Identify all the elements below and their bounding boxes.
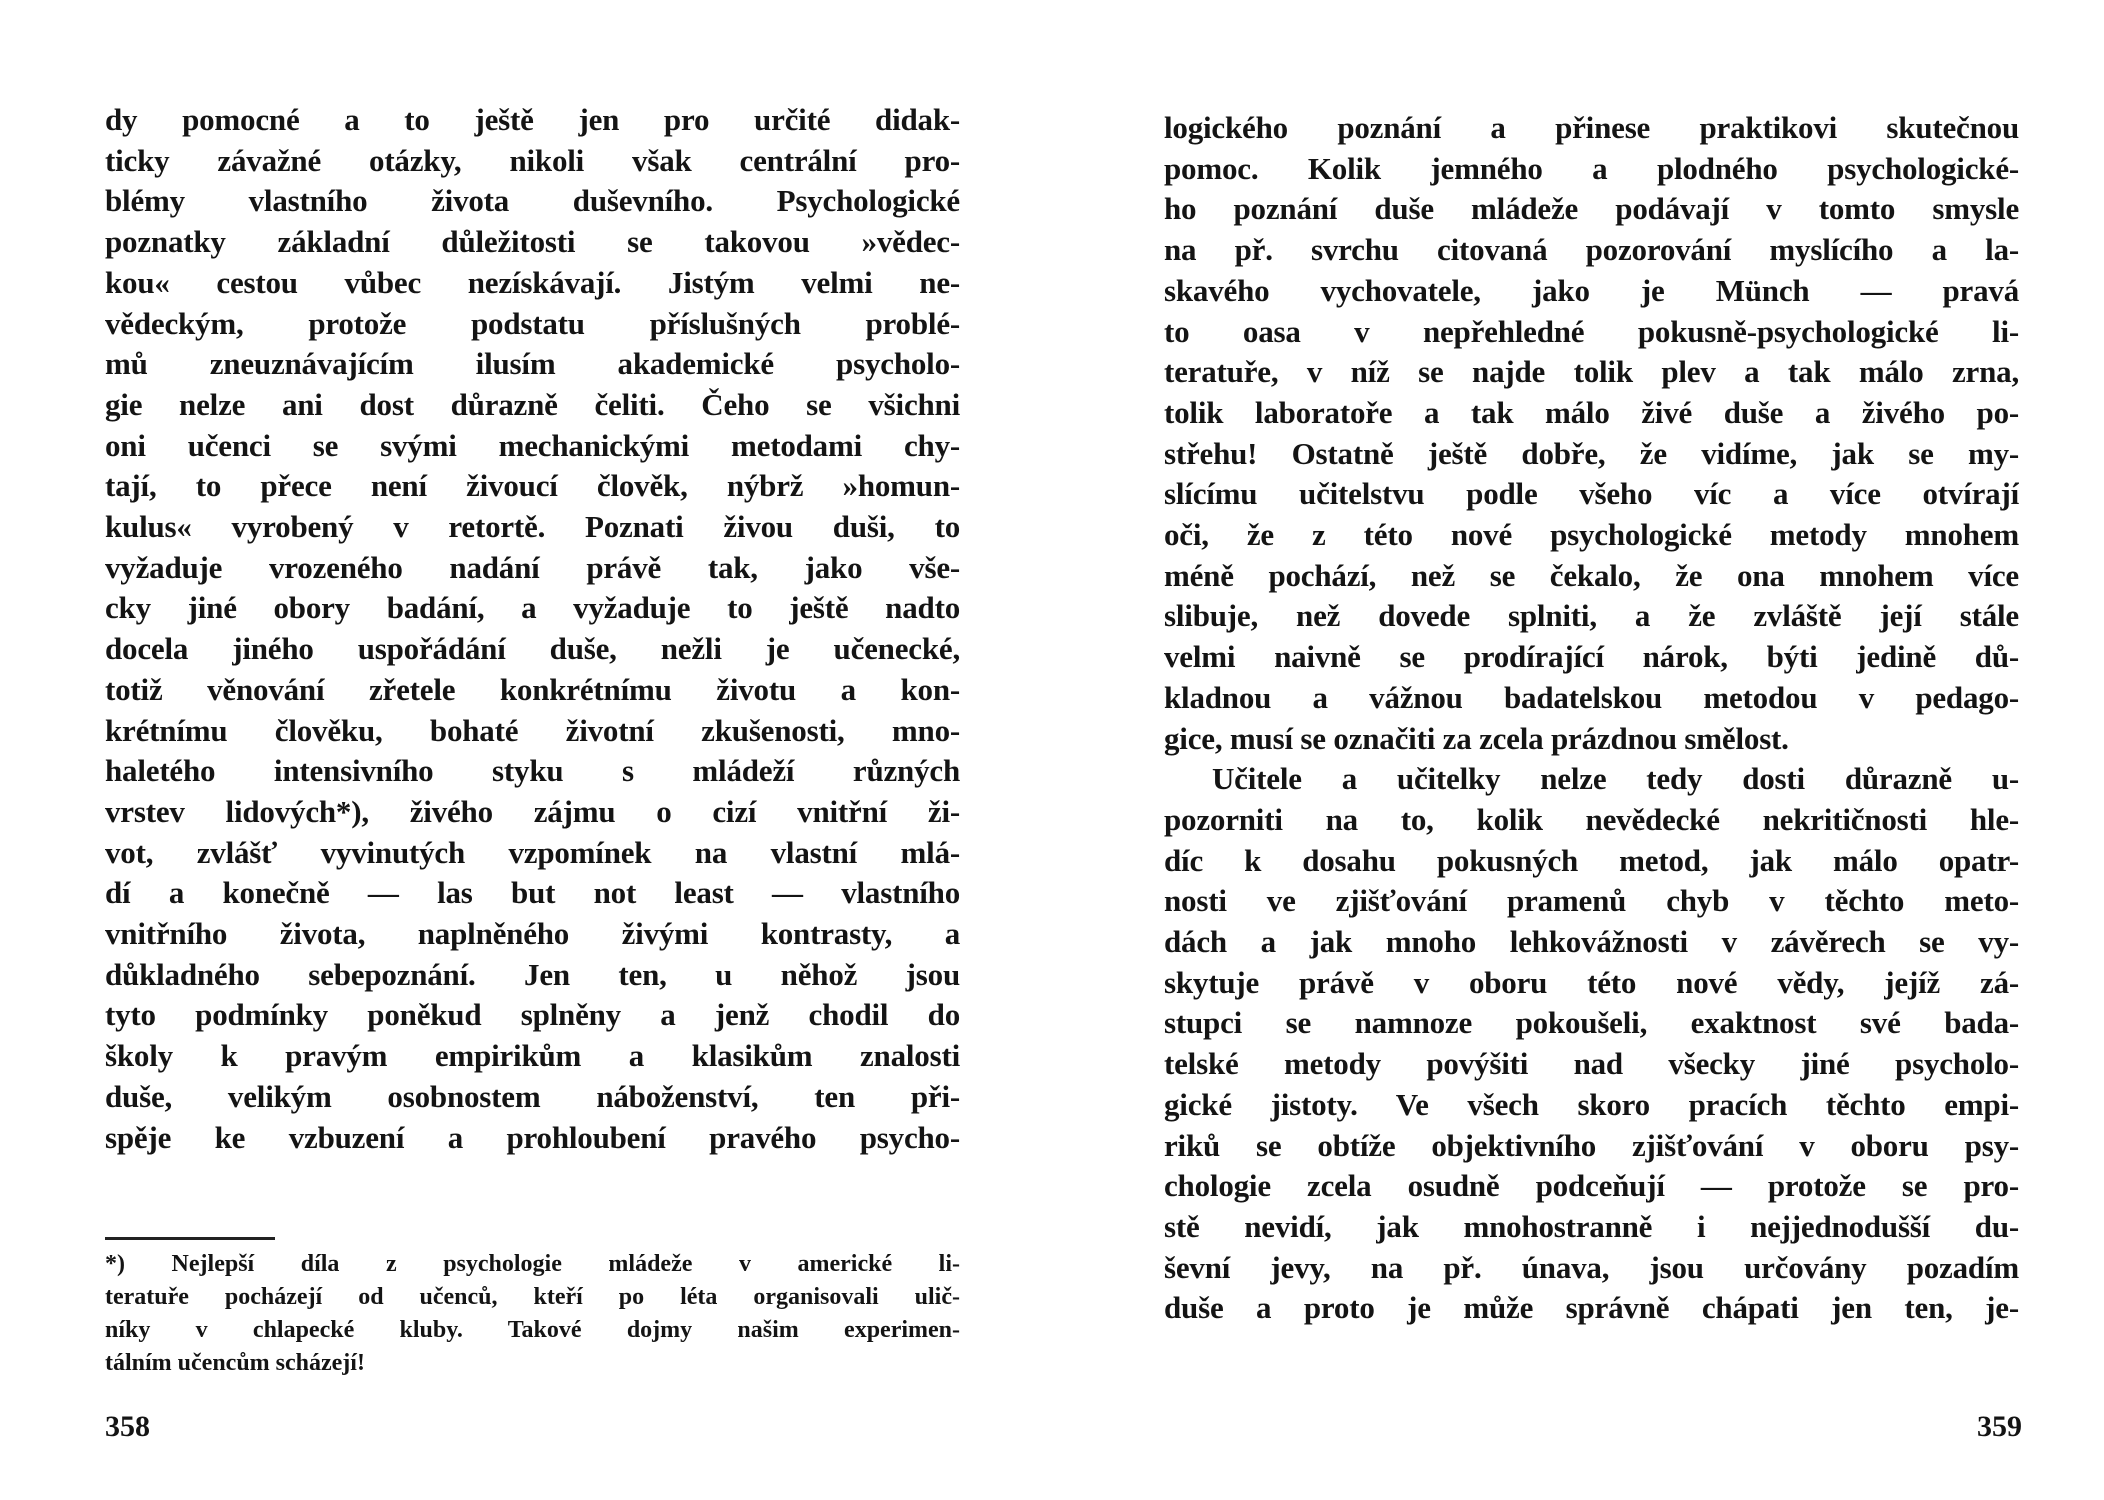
text-line: kladnou a vážnou badatelskou metodou v pedago- bbox=[1164, 679, 2019, 715]
text-line: tají, to přece není živoucí člověk, nýbrž »homun- bbox=[105, 468, 960, 504]
text-line: totiž věnování zřetele konkrétnímu životu a kon- bbox=[105, 671, 960, 707]
right-page-body-text bbox=[1164, 108, 2019, 1329]
text-line: díc k dosahu pokusných metod, jak málo opatr- bbox=[1164, 842, 2019, 878]
text-line: dách a jak mnoho lehkovážnosti v závěrech se vy- bbox=[1164, 924, 2019, 960]
footnote bbox=[105, 1248, 960, 1380]
text-line: oči, že z této nové psychologické metody mnohem bbox=[1164, 517, 2019, 553]
text-line: slícímu učitelstvu podle všeho víc a více otvírají bbox=[1164, 476, 2019, 512]
text-line: docela jiného uspořádání duše, nežli je učenecké, bbox=[105, 631, 960, 667]
text-line: nosti ve zjišťování pramenů chyb v těchto meto- bbox=[1164, 883, 2019, 919]
text-line: vědeckým, protože podstatu příslušných problé- bbox=[105, 305, 960, 341]
text-line: Učitele a učitelky nelze tedy dosti důrazně u- bbox=[1212, 761, 2019, 797]
text-line: telské metody povýšiti nad všecky jiné psycholo- bbox=[1164, 1046, 2019, 1082]
text-line: poznatky základní důležitosti se takovou »vědec- bbox=[105, 224, 960, 260]
text-line: tyto podmínky poněkud splněny a jenž chodil do bbox=[105, 997, 960, 1033]
text-line: spěje ke vzbuzení a prohloubení pravého psycho- bbox=[105, 1119, 960, 1155]
text-line: vrstev lidových*), živého zájmu o cizí vnitřní ži- bbox=[105, 793, 960, 829]
right-page bbox=[1052, 0, 2104, 1500]
footnote-line: níky v chlapecké kluby. Takové dojmy našim experimen- bbox=[105, 1317, 960, 1343]
text-line: gie nelze ani dost důrazně čeliti. Čeho se všichni bbox=[105, 386, 960, 422]
text-line: vnitřního života, naplněného živými kontrasty, a bbox=[105, 916, 960, 952]
footnote-line: *) Nejlepší díla z psychologie mládeže v americké li- bbox=[105, 1251, 960, 1277]
text-line: ticky závažné otázky, nikoli však centrální pro- bbox=[105, 142, 960, 178]
text-line: to oasa v nepřehledné pokusně-psychologické li- bbox=[1164, 313, 2019, 349]
left-page-body-text bbox=[105, 100, 960, 1158]
text-line: skytuje právě v oboru této nové vědy, jejíž zá- bbox=[1164, 964, 2019, 1000]
text-line: slibuje, než dovede splniti, a že zvláště její stále bbox=[1164, 598, 2019, 634]
text-line: vyžaduje vrozeného nadání právě tak, jako vše- bbox=[105, 549, 960, 585]
text-line: mů zneuznávajícím ilusím akademické psycholo- bbox=[105, 346, 960, 382]
text-line: méně pochází, než se čekalo, že ona mnohem více bbox=[1164, 557, 2019, 593]
text-line: gické jistoty. Ve všech skoro pracích těchto empi- bbox=[1164, 1086, 2019, 1122]
text-line: gice, musí se označiti za zcela prázdnou smělost. bbox=[1164, 720, 1789, 756]
text-line: školy k pravým empirikům a klasikům znalosti bbox=[105, 1038, 960, 1074]
page-number: 359 bbox=[1977, 1410, 2022, 1443]
page-number: 358 bbox=[105, 1410, 150, 1443]
text-line: krétnímu člověku, bohaté životní zkušenosti, mno- bbox=[105, 712, 960, 748]
text-line: dy pomocné a to ještě jen pro určité didak- bbox=[105, 102, 960, 137]
text-line: haletého intensivního styku s mládeží různých bbox=[105, 753, 960, 789]
text-line: skavého vychovatele, jako je Münch — pravá bbox=[1164, 272, 2019, 308]
text-line: stě nevidí, jak mnohostranně i nejjednodušší du- bbox=[1164, 1208, 2019, 1244]
text-line: blémy vlastního života duševního. Psychologické bbox=[105, 183, 960, 219]
text-line: stupci se namnoze pokoušeli, exaktnost své bada- bbox=[1164, 1005, 2019, 1041]
text-line: logického poznání a přinese praktikovi skutečnou bbox=[1164, 110, 2019, 145]
text-line: střehu! Ostatně ještě dobře, že vidíme, jak se my- bbox=[1164, 435, 2019, 471]
text-line: duše, velikým osobnostem náboženství, ten při- bbox=[105, 1078, 960, 1114]
text-line: ševní jevy, na př. únava, jsou určovány pozadím bbox=[1164, 1249, 2019, 1285]
text-line: tolik laboratoře a tak málo živé duše a živého po- bbox=[1164, 394, 2019, 430]
text-line: duše a proto je může správně chápati jen ten, je- bbox=[1164, 1290, 2019, 1326]
text-line: oni učenci se svými mechanickými metodami chy- bbox=[105, 427, 960, 463]
text-line: kulus« vyrobený v retortě. Poznati živou duši, to bbox=[105, 509, 960, 545]
text-line: vot, zvlášť vyvinutých vzpomínek na vlastní mlá- bbox=[105, 834, 960, 870]
footnote-line: teratuře pocházejí od učenců, kteří po léta organisovali ulič- bbox=[105, 1284, 960, 1310]
text-line: cky jiné obory badání, a vyžaduje to ještě nadto bbox=[105, 590, 960, 626]
text-line: pomoc. Kolik jemného a plodného psychologické- bbox=[1164, 150, 2019, 186]
text-line: na př. svrchu citovaná pozorování myslícího a la- bbox=[1164, 232, 2019, 268]
text-line: dí a konečně — las but not least — vlastního bbox=[105, 875, 960, 911]
text-line: teratuře, v níž se najde tolik plev a tak málo zrna, bbox=[1164, 354, 2019, 390]
text-line: chologie zcela osudně podceňují — protože se pro- bbox=[1164, 1168, 2019, 1204]
text-line: ho poznání duše mládeže podávají v tomto smysle bbox=[1164, 191, 2019, 227]
text-line: pozorniti na to, kolik nevědecké nekritičnosti hle- bbox=[1164, 801, 2019, 837]
text-line: kou« cestou vůbec nezískávají. Jistým velmi ne- bbox=[105, 264, 960, 300]
footnote-line: tálním učencům scházejí! bbox=[105, 1350, 365, 1376]
text-line: důkladného sebepoznání. Jen ten, u něhož jsou bbox=[105, 956, 960, 992]
text-line: riků se obtíže objektivního zjišťování v oboru psy- bbox=[1164, 1127, 2019, 1163]
footnote-rule bbox=[105, 1237, 275, 1240]
text-line: velmi naivně se prodírající nárok, býti jedině dů- bbox=[1164, 639, 2019, 675]
